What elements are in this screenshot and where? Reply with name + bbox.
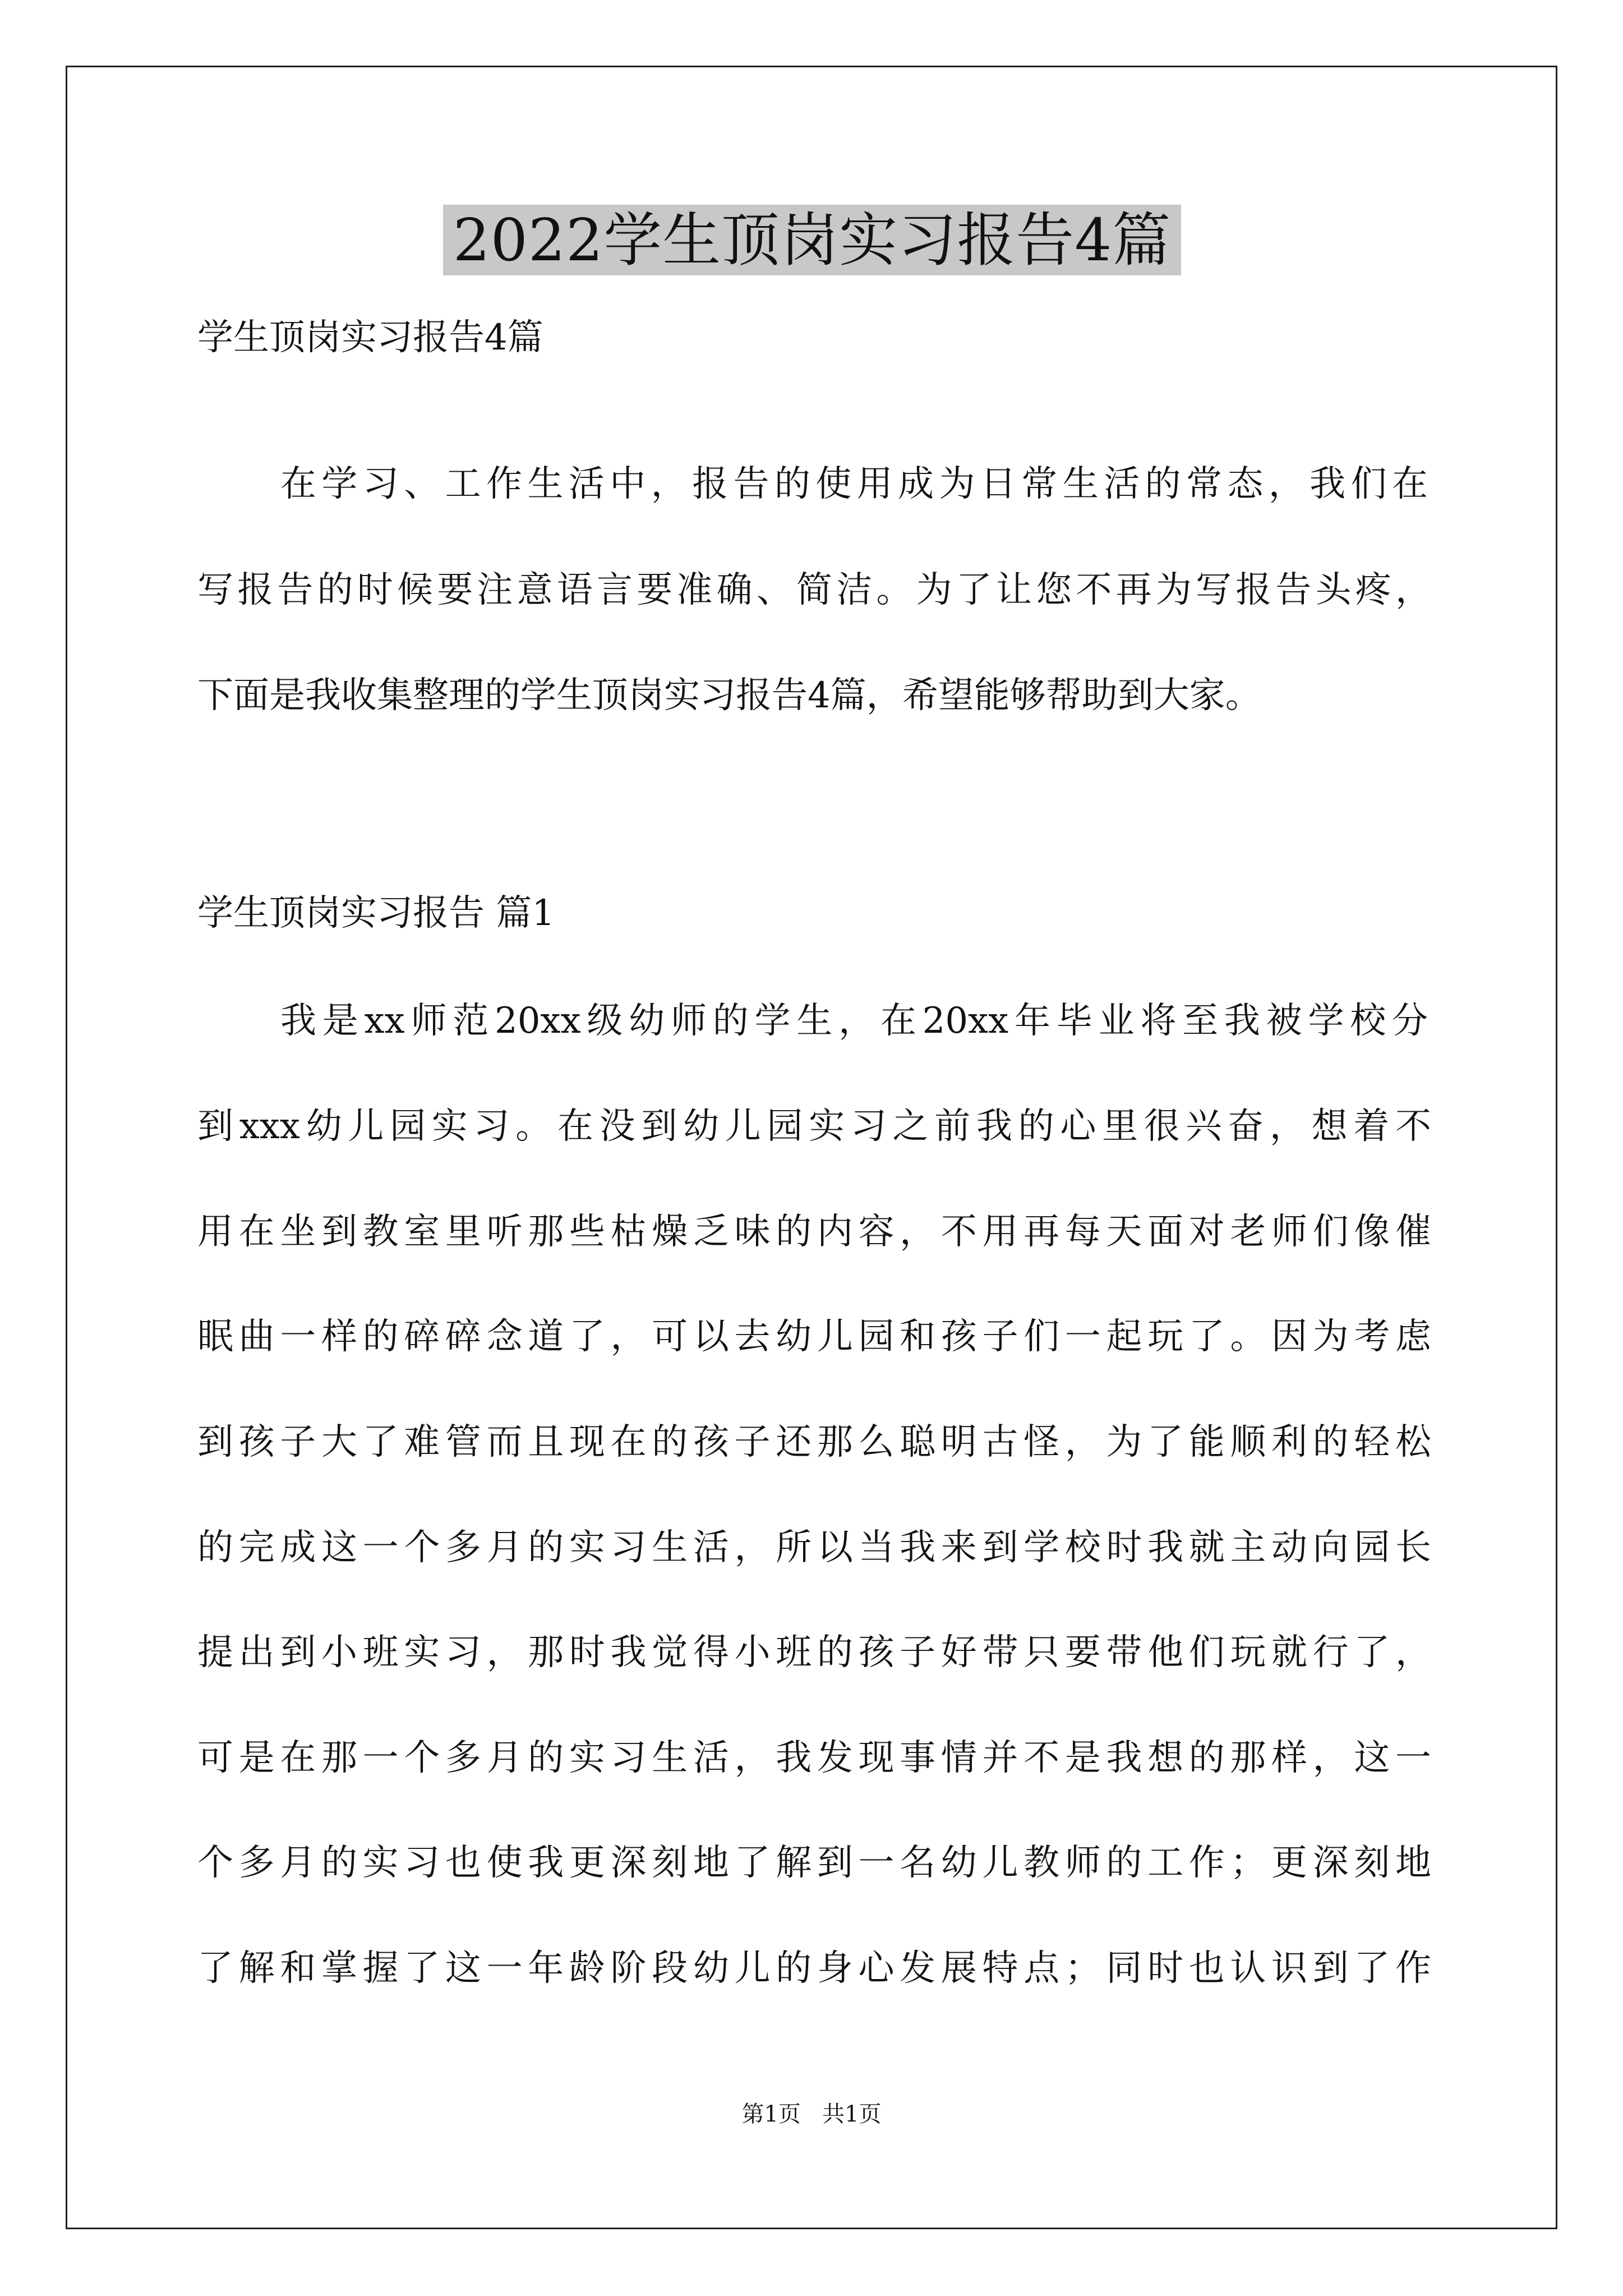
page-footer: 第1页 共1页: [741, 2101, 882, 2127]
body-line: 个多月的实习也使我更深刻地了解到一名幼儿教师的工作；更深刻地: [197, 1842, 1431, 1884]
body-line: 提出到小班实习，那时我觉得小班的孩子好带只要带他们玩就行了，: [197, 1632, 1431, 1673]
intro-line: 写报告的时候要注意语言要准确、简洁。为了让您不再为写报告头疼，: [197, 569, 1431, 611]
intro-line: 在学习、工作生活中，报告的使用成为日常生活的常态，我们在: [280, 463, 1428, 505]
body-line: 到xxx幼儿园实习。在没到幼儿园实习之前我的心里很兴奋，想着不: [197, 1106, 1431, 1147]
body-line: 可是在那一个多月的实习生活，我发现事情并不是我想的那样，这一: [197, 1737, 1431, 1779]
body-line: 用在坐到教室里听那些枯燥乏味的内容，不用再每天面对老师们像催: [197, 1211, 1431, 1253]
body-line: 的完成这一个多月的实习生活，所以当我来到学校时我就主动向园长: [197, 1527, 1431, 1568]
body-line: 眠曲一样的碎碎念道了，可以去幼儿园和孩子们一起玩了。因为考虑: [197, 1316, 1431, 1358]
section-heading: 学生顶岗实习报告 篇1: [197, 892, 555, 934]
intro-line: 下面是我收集整理的学生顶岗实习报告4篇，希望能够帮助到大家。: [197, 675, 1261, 716]
document-title: 2022学生顶岗实习报告4篇: [443, 205, 1181, 275]
body-line: 我是xx师范20xx级幼师的学生，在20xx年毕业将至我被学校分: [280, 1000, 1428, 1042]
document-subtitle: 学生顶岗实习报告4篇: [197, 317, 543, 358]
body-line: 了解和掌握了这一年龄阶段幼儿的身心发展特点；同时也认识到了作: [197, 1948, 1431, 1989]
body-line: 到孩子大了难管而且现在的孩子还那么聪明古怪，为了能顺利的轻松: [197, 1421, 1431, 1463]
